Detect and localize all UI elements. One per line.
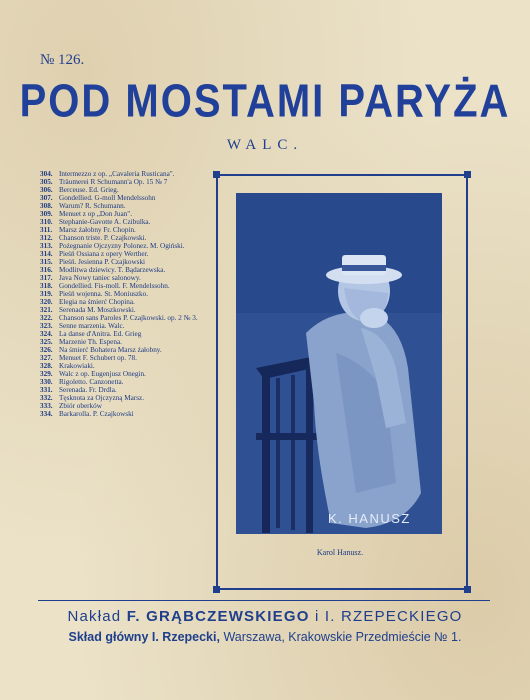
catalog-item — [40, 370, 205, 378]
catalog-item — [40, 210, 205, 218]
catalog-item-number: 315. — [40, 258, 53, 266]
frame-corner — [213, 586, 220, 593]
catalog-item-title: Menuet z op „Don Juan". — [59, 210, 132, 218]
catalog-item-number: 310. — [40, 218, 53, 226]
catalog-item-number: 333. — [40, 402, 53, 410]
frame-corner — [464, 586, 471, 593]
catalog-item-title: Chanson triste. P. Czajkowski. — [59, 234, 147, 242]
catalog-item — [40, 202, 205, 210]
catalog-item — [40, 282, 205, 290]
frame-corner — [213, 171, 220, 178]
catalog-item-title: Intermezzo z op. „Cavaleria Rusticana". — [59, 170, 175, 178]
catalog-item-number: 304. — [40, 170, 53, 178]
catalog-item-title: Tęsknota za Ojczyzną Marsz. — [59, 394, 145, 402]
catalog-item — [40, 274, 205, 282]
catalog-item — [40, 218, 205, 226]
catalog-item — [40, 298, 205, 306]
catalog-item-title: Senne marzenia. Walc. — [59, 322, 125, 330]
publisher-name: F. GRĄBCZEWSKIEGO — [126, 608, 310, 625]
catalog-item-number: 332. — [40, 394, 53, 402]
catalog-item-title: Gondellied. G-moll Mendelssohn — [59, 194, 156, 202]
catalog-item — [40, 314, 205, 322]
portrait-illustration — [236, 193, 442, 534]
catalog-item — [40, 194, 205, 202]
catalog-item-title: Barkarolla. P. Czajkowski — [59, 410, 134, 418]
portrait-caption: Karol Hanusz. — [316, 548, 364, 557]
catalog-item-title: Rigoletto. Canzonetta. — [59, 378, 124, 386]
address-line — [0, 630, 530, 644]
catalog-item — [40, 322, 205, 330]
catalog-item-number: 322. — [40, 314, 53, 322]
catalog-item — [40, 386, 205, 394]
catalog-item-number: 325. — [40, 338, 53, 346]
catalog-item-number: 316. — [40, 266, 53, 274]
catalog-item-title: Krakowiaki. — [59, 362, 95, 370]
catalog-item — [40, 338, 205, 346]
catalog-item-number: 312. — [40, 234, 53, 242]
catalog-item — [40, 250, 205, 258]
catalog-item-number: 326. — [40, 346, 53, 354]
catalog-item-number: 305. — [40, 178, 53, 186]
catalog-item — [40, 346, 205, 354]
catalog-item-title: Elegia na śmierć Chopina. — [59, 298, 135, 306]
catalog-item — [40, 258, 205, 266]
address-prefix: Skład główny — [68, 630, 152, 644]
catalog-item-title: Stephanie-Gavotte A. Czibulka. — [59, 218, 151, 226]
catalog-item-title: Chanson sans Paroles P. Czajkowski. op. 2 № 3. — [59, 314, 198, 322]
catalog-item-number: 327. — [40, 354, 53, 362]
catalog-item — [40, 394, 205, 402]
catalog-item — [40, 234, 205, 242]
catalog-item-title: Zbiór oberków — [59, 402, 102, 410]
catalog-item-number: 324. — [40, 330, 53, 338]
catalog-item — [40, 226, 205, 234]
catalog-item-title: La danse d'Anitra. Ed. Grieg — [59, 330, 142, 338]
catalog-item — [40, 402, 205, 410]
catalog-item — [40, 330, 205, 338]
page-subtitle: WALC. — [226, 137, 304, 153]
catalog-item — [40, 410, 205, 418]
catalog-item — [40, 178, 205, 186]
catalog-item-title: Pieśń. Jesienna P. Czajkowski — [59, 258, 146, 266]
catalog-item — [40, 266, 205, 274]
catalog-item-title: Pożegnanie Ojczyzny Polonez. M. Ogiński. — [59, 242, 185, 250]
catalog-item — [40, 186, 205, 194]
catalog-item-number: 328. — [40, 362, 53, 370]
publisher-prefix: Nakład — [67, 608, 127, 625]
catalog-item-number: 318. — [40, 282, 53, 290]
catalog-item-number: 334. — [40, 410, 53, 418]
catalog-item — [40, 242, 205, 250]
catalog-item — [40, 378, 205, 386]
catalog-item-number: 308. — [40, 202, 53, 210]
catalog-item-title: Marsz żałobny Fr. Chopin. — [59, 226, 136, 234]
catalog-item-title: Walc z op. Eugenjusz Onegin. — [59, 370, 146, 378]
catalog-item-number: 314. — [40, 250, 53, 258]
publisher-name-2: I. RZEPECKIEGO — [324, 608, 463, 625]
catalog-item-number: 319. — [40, 290, 53, 298]
address-name: I. Rzepecki, — [151, 630, 220, 644]
catalog-item-title: Pieśń Ossiana z opery Werther. — [59, 250, 149, 258]
frame-corner — [464, 171, 471, 178]
divider-line — [38, 600, 490, 601]
catalog-item-title: Java Nowy taniec salonowy. — [59, 274, 141, 282]
catalog-item — [40, 354, 205, 362]
catalog-item-number: 306. — [40, 186, 53, 194]
portrait-photo — [236, 193, 442, 534]
address-rest: Warszawa, Krakowskie Przedmieście № 1. — [219, 630, 462, 644]
catalog-item-title: Warum? R. Schumann. — [59, 202, 126, 210]
catalog-item-title: Gondellied. Fis-moll. F. Mendelssohn. — [59, 282, 170, 290]
catalog-item-title: Pieśń wojenna. St. Moniuszko. — [59, 290, 149, 298]
catalog-item-number: 311. — [40, 226, 53, 234]
catalog-item — [40, 290, 205, 298]
catalog-item-number: 309. — [40, 210, 53, 218]
catalog-item — [40, 362, 205, 370]
catalog-item-number: 317. — [40, 274, 53, 282]
catalog-item-number: 329. — [40, 370, 53, 378]
photo-signature: K. HANUSZ — [328, 511, 411, 526]
catalog-list — [40, 170, 205, 418]
publisher-line — [0, 608, 530, 625]
catalog-item-title: Träumerei R Schumann'a Op. 15 № 7 — [59, 178, 168, 186]
catalog-item-title: Serenada. Fr. Drdla. — [59, 386, 117, 394]
catalog-item-number: 323. — [40, 322, 53, 330]
catalog-item-title: Marzenie Th. Espena. — [59, 338, 122, 346]
edition-number: № 126. — [40, 52, 85, 68]
catalog-item-title: Serenada M. Moszkowski. — [59, 306, 136, 314]
catalog-item-number: 321. — [40, 306, 53, 314]
catalog-item-title: Berceuse. Ed. Grieg. — [59, 186, 119, 194]
catalog-item-title: Na śmierć Bohatera Marsz żałobny. — [59, 346, 162, 354]
catalog-item-number: 307. — [40, 194, 53, 202]
catalog-item — [40, 170, 205, 178]
catalog-item-number: 330. — [40, 378, 53, 386]
catalog-item-title: Modlitwa dziewicy. T. Bądarzewska. — [59, 266, 166, 274]
catalog-item-title: Menuet F. Schubert op. 78. — [59, 354, 137, 362]
page-title: POD MOSTAMI PARYŻA — [19, 76, 511, 127]
catalog-item-number: 313. — [40, 242, 53, 250]
catalog-item-number: 320. — [40, 298, 53, 306]
publisher-mid: i — [309, 608, 325, 625]
catalog-item — [40, 306, 205, 314]
catalog-item-number: 331. — [40, 386, 53, 394]
